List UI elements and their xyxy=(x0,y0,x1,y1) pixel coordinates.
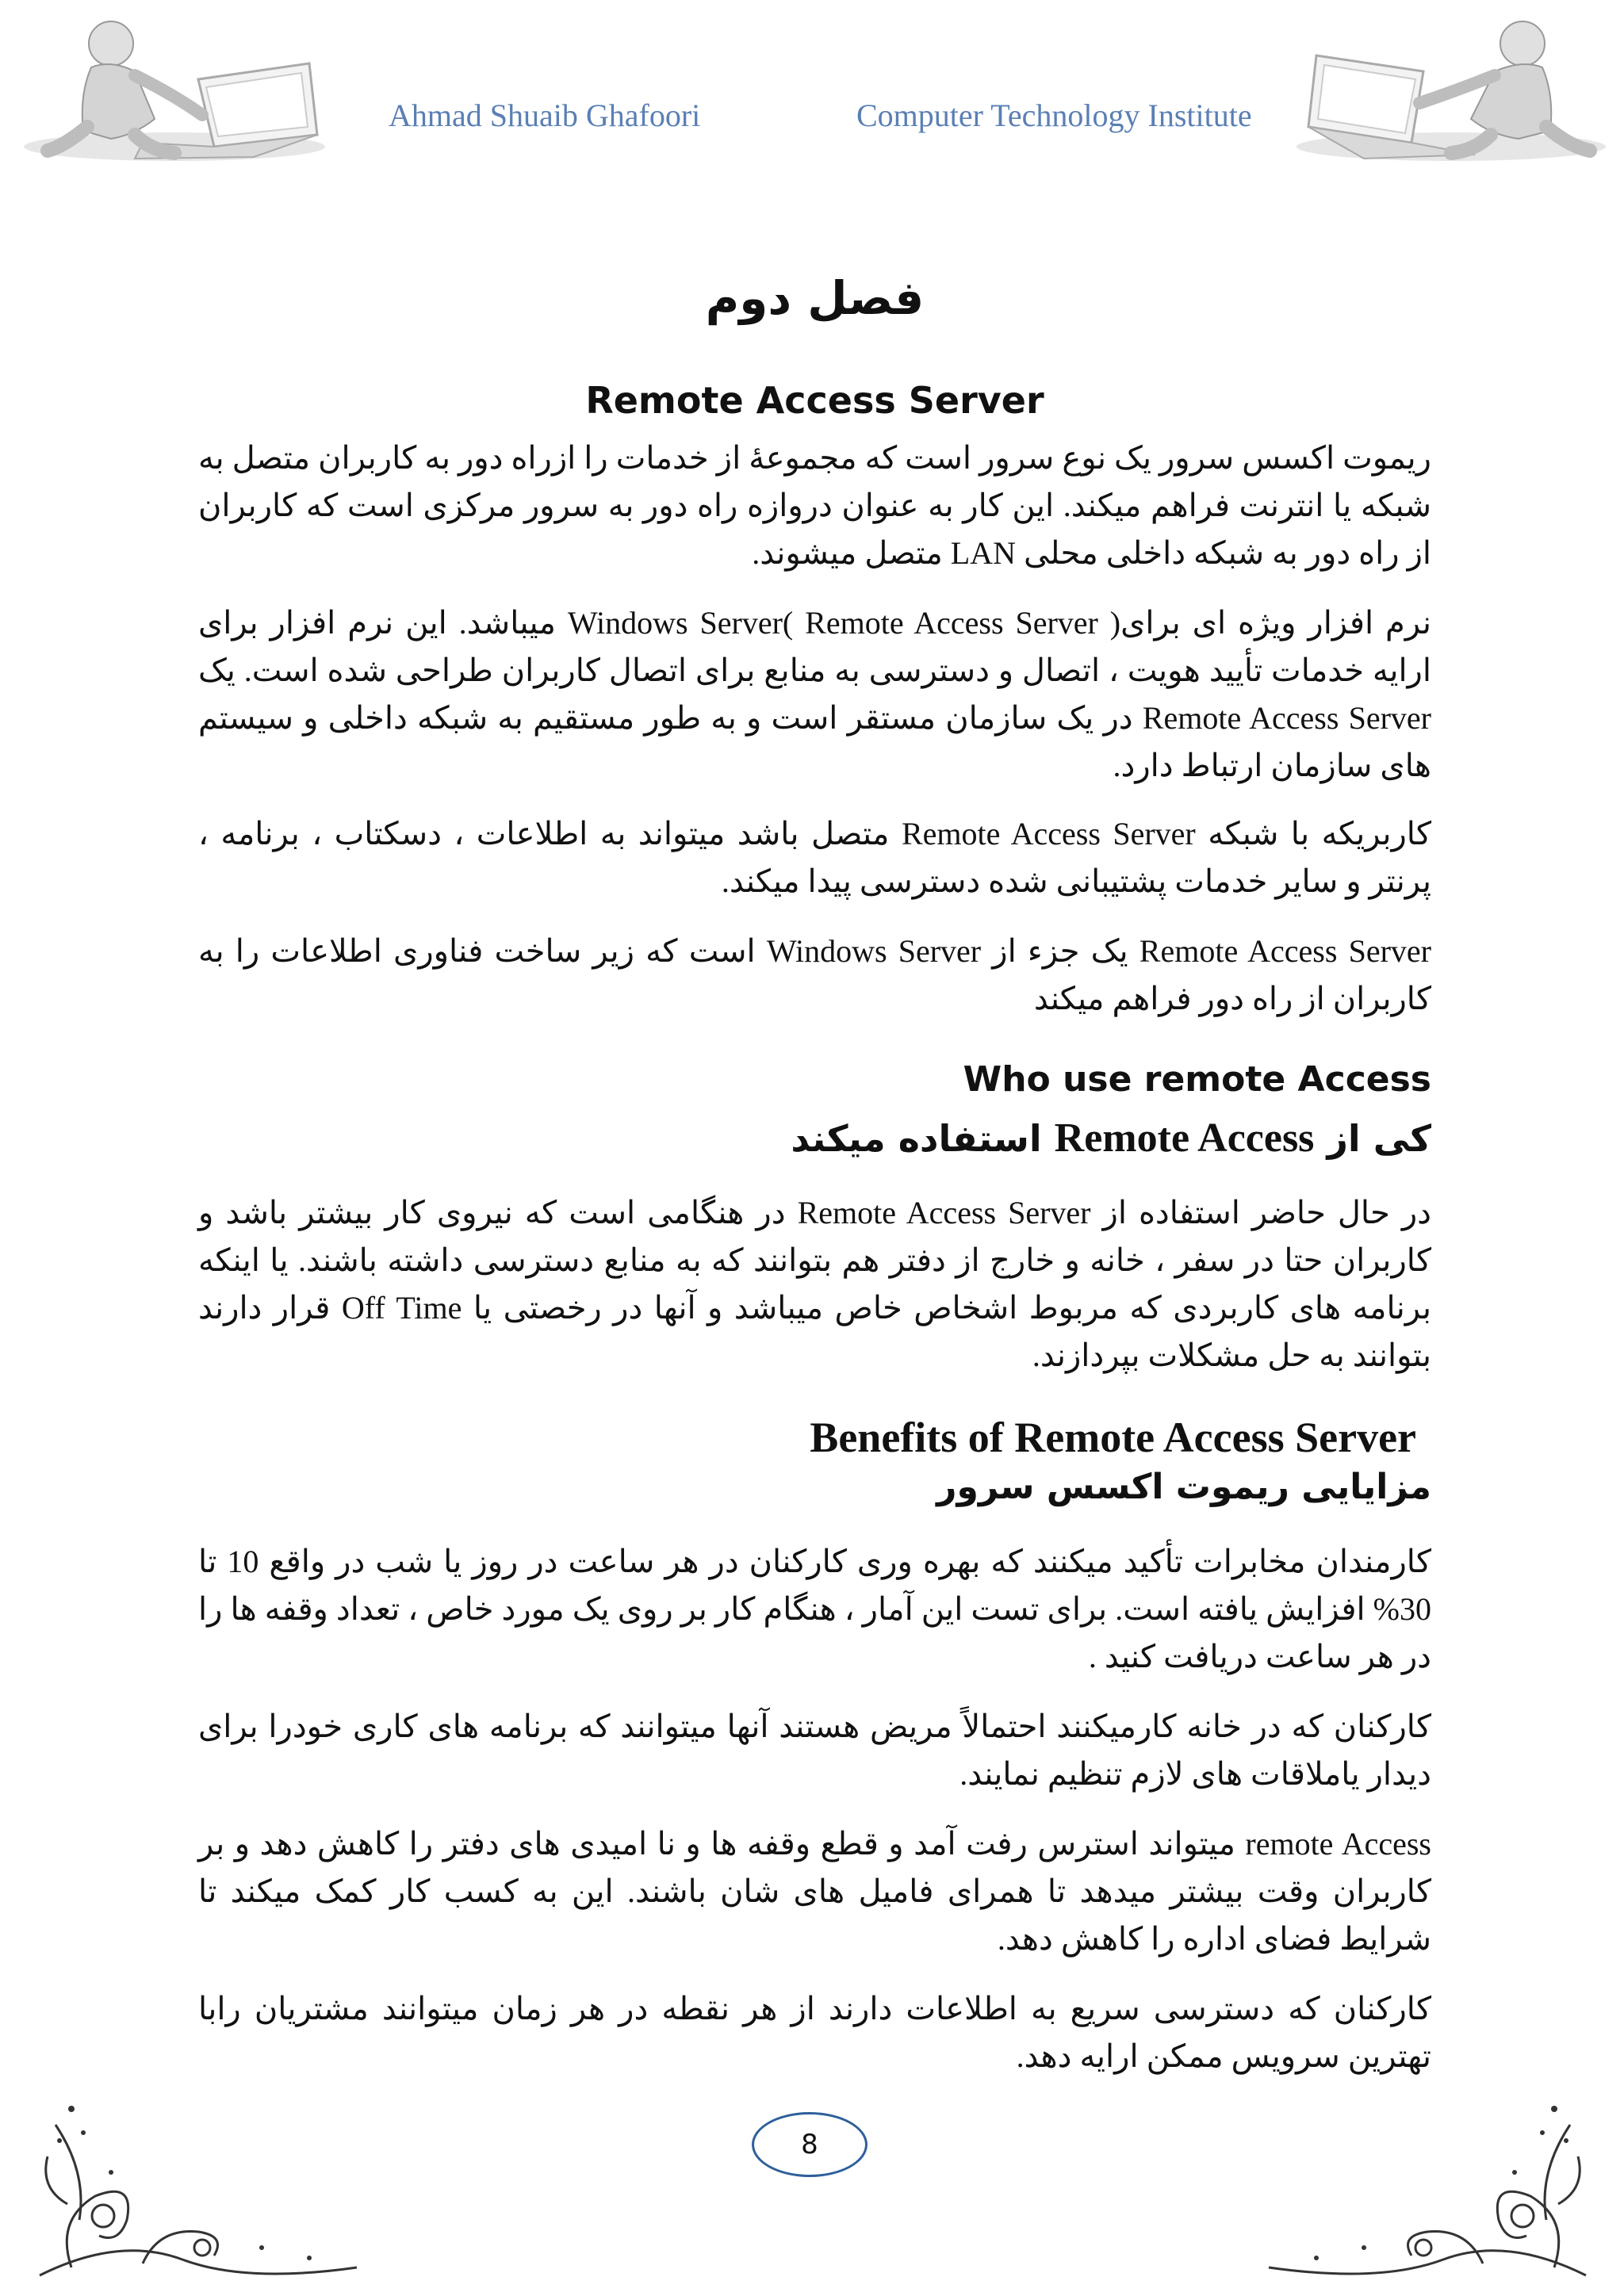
section-title-who-use: Who use remote Access xyxy=(963,1059,1431,1100)
page-number-text: 8 xyxy=(801,2129,818,2160)
section-title-remote-access-server: Remote Access Server xyxy=(585,379,1044,422)
paragraph: کارکنان که دسترسی سریع به اطلاعات دارند از هر نقطه در هر زمان میتوانند مشتریان رابا تهترین سرویس ممکن ارایه دهد. xyxy=(198,1991,1431,2074)
section-title-benefits: Benefits of Remote Access Server xyxy=(810,1414,1416,1461)
paragraph: ریموت اکسس سرور یک نوع سرور است که مجموعۀ از خدمات را ازراه دور به کاربران متصل به شبکه یا انترنت فراهم میکند. این کار به عنوان دروازه راه دور به سرور مرکزی است که کاربران از راه دور به شبکه داخلی محلی LAN متصل میشوند. xyxy=(198,440,1431,571)
paragraph: کاربریکه با شبکه Remote Access Server متصل باشد میتواند به اطلاعات ، دسکتاب ، برنامه ، پرنتر و سایر خدمات پشتیبانی شده دسترسی پیدا میکند. xyxy=(198,816,1432,899)
paragraph: remote Access میتواند استرس رفت آمد و قطع وقفه ها و نا امیدی های دفتر را کاهش دهد و بر کاربران وقت بیشتر میدهد تا همرای فامیل های شان باشند. این به کسب کار کمک میکند تا شرایط فضای اداره را کاهش دهد. xyxy=(198,1826,1431,1957)
section-title-who-use-fa xyxy=(791,1115,1431,1161)
header-author: Ahmad Shuaib Ghafoori xyxy=(389,98,701,133)
page-number xyxy=(752,2112,868,2177)
paragraph: Remote Access Server یک جزء از Windows Server است که زیر ساخت فناوری اطلاعات را به کاربران از راه دور فراهم میکند xyxy=(198,933,1432,1016)
title-prefix: کی از xyxy=(1327,1117,1431,1160)
paragraph: کارمندان مخابرات تأکید میکنند که بهره وری کارکنان در هر ساعت در روز یا شب در واقع 10 تا 30% افزایش یافته است. برای تست این آمار ، هنگام کار بر روی یک مورد خاص ، تعداد وقفه ها را در هر ساعت دریافت کنید . xyxy=(198,1544,1431,1674)
section-title-benefits-fa: مزایایی ریموت اکسس سرور xyxy=(936,1467,1431,1507)
person-with-laptop-figure-right xyxy=(1285,8,1610,166)
paragraph: کارکنان که در خانه کارمیکنند احتمالاً مریض هستند آنها میتوانند که برنامه های کاری خودرا برای دیدار یاملاقات های لازم تنظیم نمایند. xyxy=(198,1709,1431,1792)
title-term: Remote Access xyxy=(1054,1115,1315,1161)
paragraph: نرم افزار ویژه ای برای( Remote Access Server )Windows Server میباشد. این نرم افزار برای ارایه خدمات تأیید هویت ، اتصال و دسترسی به منابع برای اتصال کاربران طراحی شده است. یک Remote Access Server در یک سازمان مستقر است و به طور مستقیم به شبکه داخلی و سیستم های سازمان ارتباط دارد. xyxy=(198,605,1431,783)
paragraph: در حال حاضر استفاده از Remote Access Server در هنگامی است که نیروی کار بیشتر باشد و کاربران حتا در سفر ، خانه و خارج از دفتر هم بتوانند که به منابع دسترسی داشته باشند. یا اینکه برنامه های کاربردی که مربوط اشخاص خاص میباشد و آنها در رخصتی یا Off Time قرار دارند بتوانند به حل مشکلات بپردازند. xyxy=(198,1195,1431,1373)
chapter-title: فصل دوم xyxy=(705,271,925,325)
header-institute: Computer Technology Institute xyxy=(856,98,1252,133)
title-suffix: استفاده میکند xyxy=(791,1117,1042,1160)
floral-swirl-ornament-left xyxy=(24,2077,396,2283)
person-with-laptop-figure-left xyxy=(16,8,333,166)
floral-swirl-ornament-right xyxy=(1229,2077,1602,2283)
